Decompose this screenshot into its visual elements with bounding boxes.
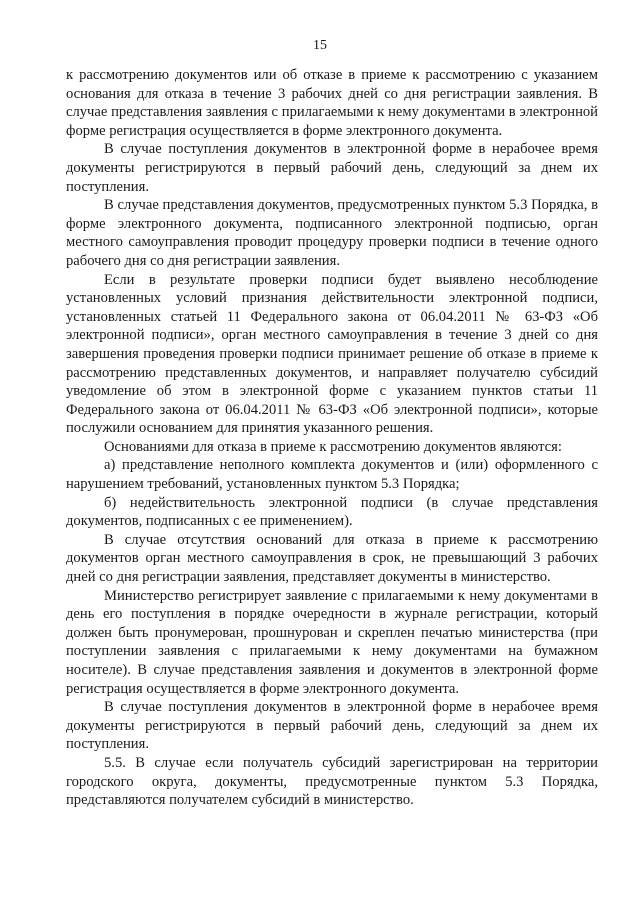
document-body [66,66,598,810]
paragraph: Если в результате проверки подписи будет выявлено несоблюдение установленных условий признания действительности электронной подписи, установленных статьей 11 Федерального закона от 06.04.2011 № 63-ФЗ «Об электронной подписи», орган местного самоуправления в течение 3 дней со дня завершения проведения проверки подписи принимает решение об отказе в приеме к рассмотрению представленных документов, и направляет получателю субсидий уведомление об этом в электронной форме с указанием пунктов статьи 11 Федерального закона от 06.04.2011 № 63-ФЗ «Об электронной подписи», которые послужили основанием для принятия указанного решения. [66,271,598,437]
paragraph-continued: к рассмотрению документов или об отказе в приеме к рассмотрению с указанием основания для отказа в течение 3 рабочих дней со дня регистрации заявления. В случае представления заявления с прилагаемыми к нему документами в электронной форме регистрация осуществляется в форме электронного документа. [66,67,598,139]
paragraph: 5.5. В случае если получатель субсидий зарегистрирован на территории городского округа, документы, предусмотренные пунктом 5.3 Порядка, представляются получателем субсидий в министерство. [66,754,598,809]
page-number: 15 [313,38,327,53]
paragraph: В случае поступления документов в электронной форме в нерабочее время документы регистрируются в первый рабочий день, следующий за днем их поступления. [66,699,598,753]
paragraph: Основаниями для отказа в приеме к рассмотрению документов являются: [104,438,562,455]
paragraph: В случае поступления документов в электронной форме в нерабочее время документы регистрируются в первый рабочий день, следующий за днем их поступления. [66,141,598,195]
paragraph: В случае представления документов, предусмотренных пунктом 5.3 Порядка, в форме электронного документа, подписанного электронной подписью, орган местного самоуправления проводит процедуру проверки подписи в течение одного рабочего дня со дня регистрации заявления. [66,197,598,269]
paragraph: В случае отсутствия оснований для отказа в приеме к рассмотрению документов орган местного самоуправления в срок, не превышающий 3 рабочих дней со дня регистрации заявления, представляет документы в министерство. [66,531,598,586]
paragraph: Министерство регистрирует заявление с прилагаемыми к нему документами в день его поступления в порядке очередности в журнале регистрации, который должен быть пронумерован, прошнурован и скреплен печатью министерства (при поступлении заявления с прилагаемыми к нему документами на бумажном носителе). В случае представления заявления и документов в электронной форме регистрация осуществляется в форме электронного документа. [66,587,598,697]
list-item: б) недействительность электронной подписи (в случае представления документов, подписанных с ее применением). [66,494,598,530]
list-item: а) представление неполного комплекта документов и (или) оформленного с нарушением требований, установленных пунктом 5.3 Порядка; [66,457,598,493]
